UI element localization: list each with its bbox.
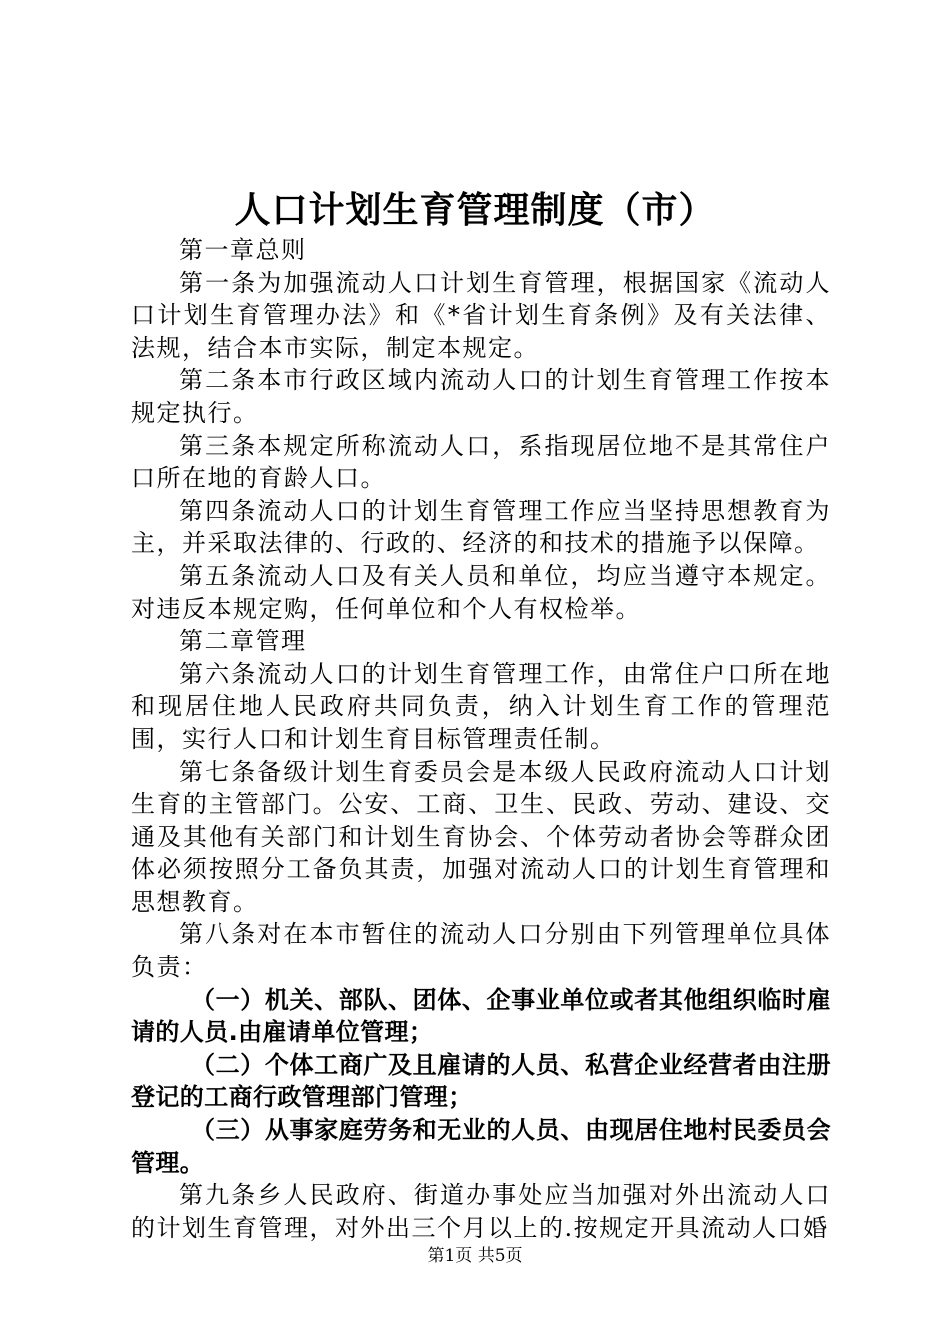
paragraph: 第六条流动人口的计划生育管理工作，由常住户口所在地和现居住地人民政府共同负责，纳入计划生育工作的管理范围，实行人口和计划生育目标管理责任制。: [131, 659, 831, 753]
list-item: （二）个体工商广及且雇请的人员、私营企业经营者由注册登记的工商行政管理部门管理；: [131, 1050, 831, 1112]
page-footer: 第1页 共5页: [427, 1246, 523, 1266]
paragraph: 第一条为加强流动人口计划生育管理，根据国家《流动人口计划生育管理办法》和《*省计划生育条例》及有关法律、法规，结合本市实际，制定本规定。: [131, 268, 831, 362]
list-item: （三）从事家庭劳务和无业的人员、由现居住地村民委员会管理。: [131, 1116, 831, 1177]
document-title: 人口计划生育管理制度（市）: [234, 189, 716, 231]
paragraph: 第三条本规定所称流动人口，系指现居位地不是其常住户口所在地的育龄人口。: [131, 431, 831, 493]
paragraph: 第五条流动人口及有关人员和单位，均应当遵守本规定。对违反本规定购，任何单位和个人有权检举。: [131, 561, 831, 623]
paragraph: 第七条备级计划生育委员会是本级人民政府流动人口计划生育的主管部门。公安、工商、卫生、民政、劳动、建设、交通及其他有关部门和计划生育协会、个体劳动者协会等群众团体必须按照分工备负其责，加强对流动人口的计划生育管理和思想教育。: [131, 757, 831, 916]
chapter-heading: 第二章管理: [179, 627, 307, 656]
chapter-heading: 第一章总则: [179, 236, 307, 264]
paragraph: 第四条流动人口的计划生育管理工作应当坚持思想教育为主，并采取法律的、行政的、经济的和技术的措施予以保障。: [131, 496, 831, 558]
paragraph: 第二条本市行政区域内流动人口的计划生育管理工作按本规定执行。: [131, 366, 831, 427]
list-item: （一）机关、部队、团体、企事业单位或者其他组织临时雇请的人员.由雇请单位管理；: [131, 985, 831, 1047]
paragraph: 第八条对在本市暂住的流动人口分别由下列管理单位具体负责：: [131, 920, 831, 982]
paragraph: 第九条乡人民政府、街道办事处应当加强对外出流动人口的计划生育管理，对外出三个月以上的.按规定开具流动人口婚: [131, 1181, 831, 1242]
document-body: [131, 234, 831, 1244]
